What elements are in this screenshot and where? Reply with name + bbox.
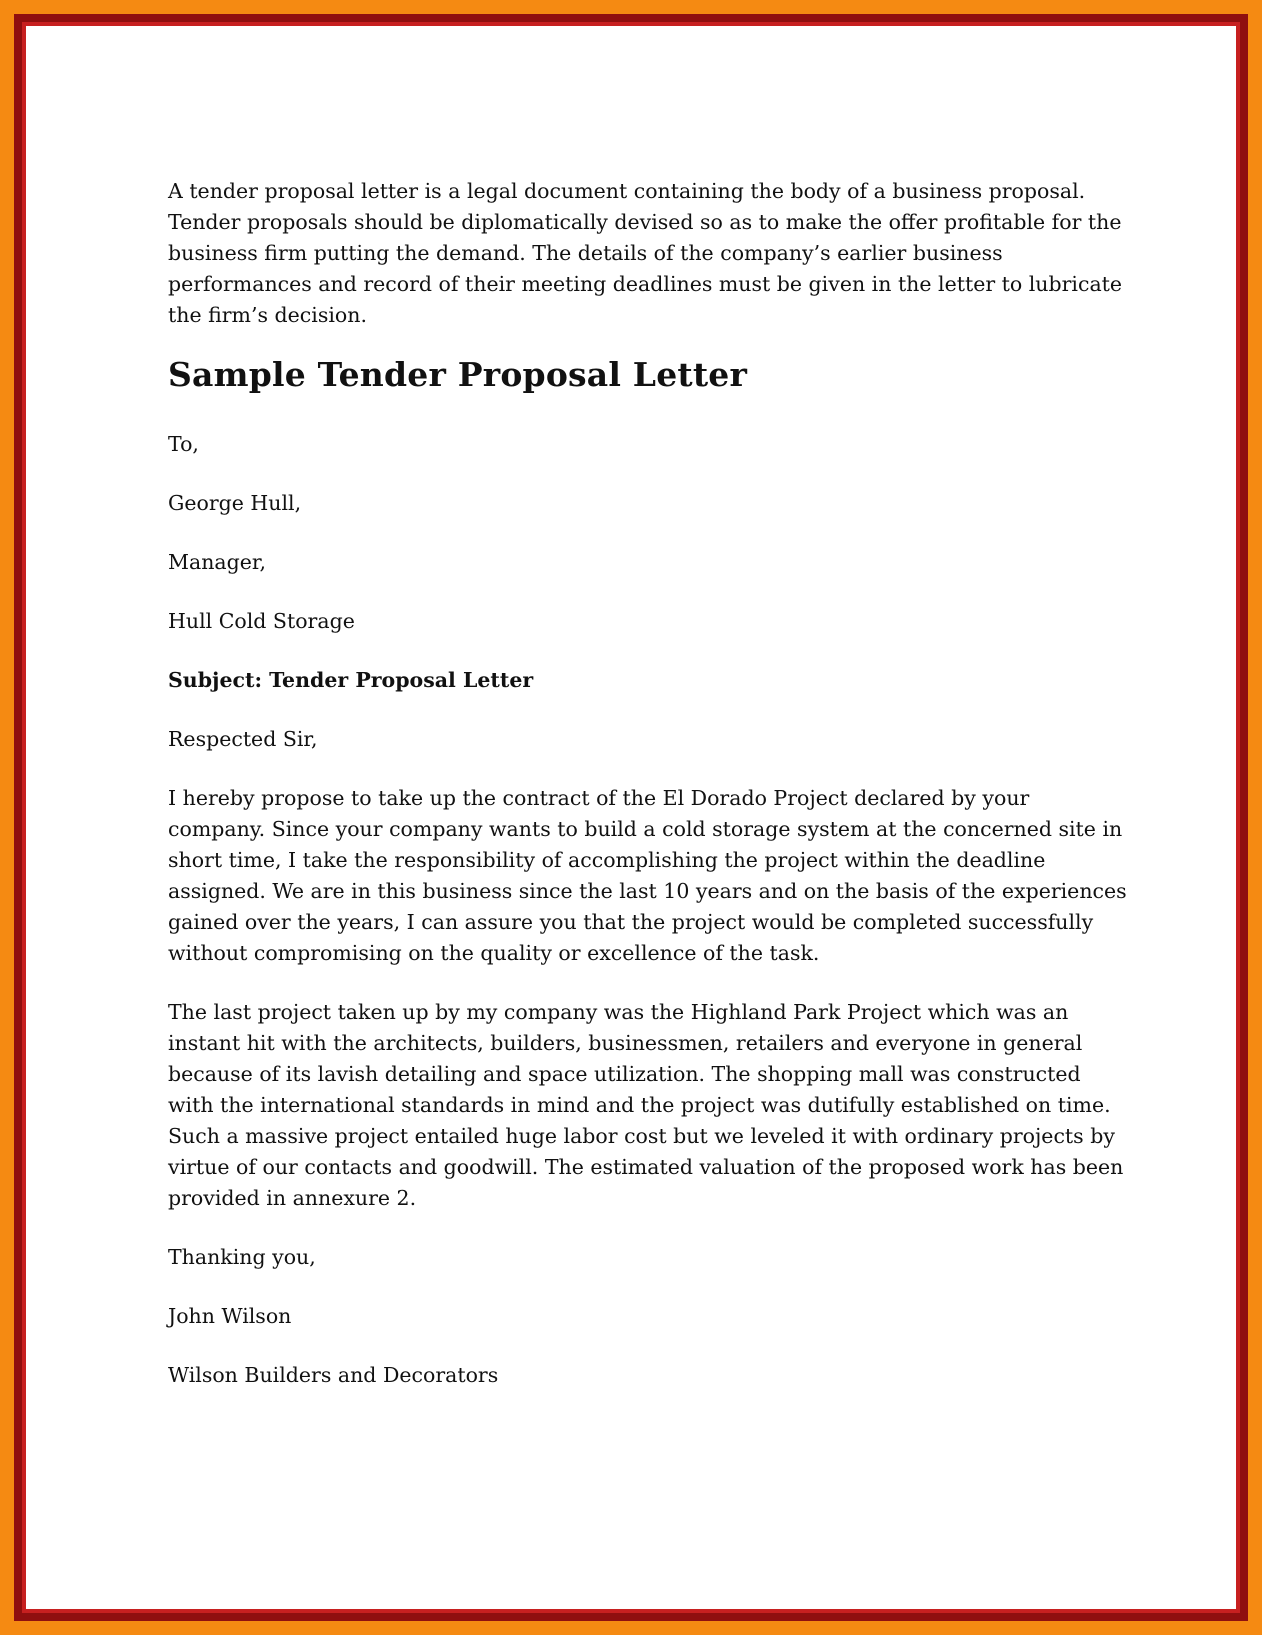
letter-closing: Thanking you, (168, 1245, 316, 1269)
letter-to: To, (168, 432, 199, 456)
document-page (26, 26, 1236, 1609)
recipient-name: George Hull, (168, 491, 302, 515)
intro-paragraph: A tender proposal letter is a legal document containing the body of a business proposal. Tender proposals should be diplomatically devised so as to make the offer profitable for the business firm putting the demand. The details of the company’s earlier business performances and record of their meeting deadlines must be given in the letter to lubricate the firm’s decision. (168, 179, 1123, 327)
document-content (168, 176, 1128, 1419)
sender-company: Wilson Builders and Decorators (168, 1363, 499, 1387)
recipient-company: Hull Cold Storage (168, 609, 355, 633)
recipient-title: Manager, (168, 550, 266, 574)
body-paragraph-1: I hereby propose to take up the contract of the El Dorado Project declared by your company. Since your company wants to build a cold storage system at the concerned site in short time, I take the responsibility of accomplishing the project within the deadline assigned. We are in this business since the last 10 years and on the basis of the experiences gained over the years, I can assure you that the project would be completed successfully without compromising on the quality or excellence of the task. (168, 786, 1127, 965)
document-title: Sample Tender Proposal Letter (168, 355, 748, 394)
letter-salutation: Respected Sir, (168, 727, 318, 751)
sender-name: John Wilson (168, 1304, 292, 1328)
body-paragraph-2: The last project taken up by my company was the Highland Park Project which was an instant hit with the architects, builders, businessmen, retailers and everyone in general because of its lavish detailing and space utilization. The shopping mall was constructed with the international standards in mind and the project was dutifully established on time. Such a massive project entailed huge labor cost but we leveled it with ordinary projects by virtue of our contacts and goodwill. The estimated valuation of the proposed work has been provided in annexure 2. (168, 1000, 1124, 1210)
letter-subject: Subject: Tender Proposal Letter (168, 668, 534, 692)
